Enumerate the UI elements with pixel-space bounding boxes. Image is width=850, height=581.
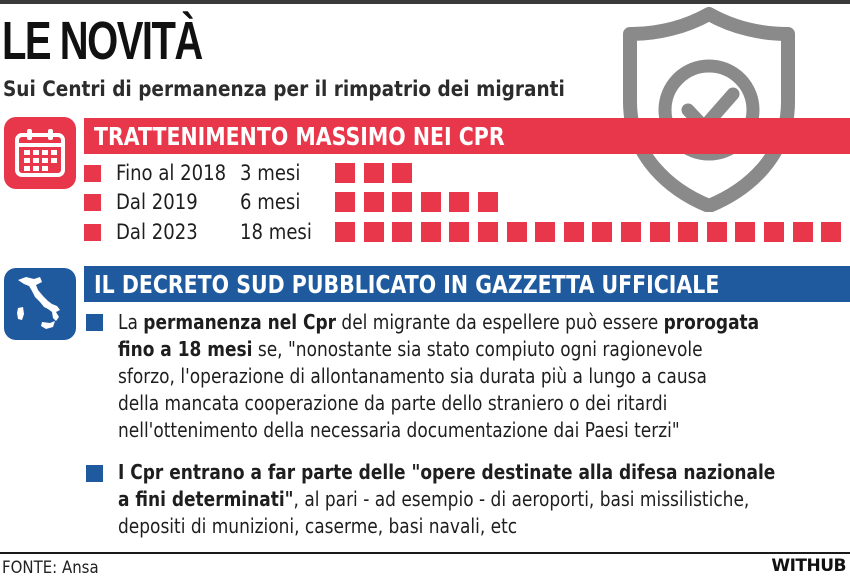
blue-bullet	[86, 314, 103, 331]
text-run-bold: prorogata	[663, 310, 760, 334]
month-square	[392, 163, 412, 183]
red-bullet	[84, 165, 101, 182]
blue-bullet	[86, 465, 103, 482]
text-line	[118, 336, 747, 363]
calendar-icon-tile	[4, 117, 76, 189]
month-square	[392, 222, 412, 242]
row-duration: 3 mesi	[240, 161, 301, 185]
month-square	[592, 222, 612, 242]
paragraph-proroga	[118, 309, 760, 444]
brand-logo: WITHUB	[771, 556, 846, 576]
row-duration: 6 mesi	[240, 190, 301, 214]
text-run: se, "nonostante sia stato compiuto ogni ragionevole	[252, 337, 703, 361]
month-square	[335, 222, 355, 242]
month-square	[764, 222, 784, 242]
month-square	[735, 222, 755, 242]
month-square	[821, 222, 841, 242]
row-duration: 18 mesi	[240, 220, 312, 244]
month-square	[650, 222, 670, 242]
month-square	[449, 222, 469, 242]
month-square	[364, 192, 384, 212]
text-run-bold: fino a 18 mesi	[118, 337, 253, 361]
text-run-bold: a fini determinati"	[118, 487, 294, 511]
month-square	[793, 222, 813, 242]
bottom-rule	[0, 552, 850, 554]
month-square	[478, 192, 498, 212]
month-square	[449, 192, 469, 212]
source-credit: FONTE: Ansa	[2, 558, 99, 578]
row-period: Dal 2023	[116, 220, 198, 244]
section1-heading-band	[84, 118, 850, 154]
page-title: LE NOVITÀ	[2, 11, 202, 71]
month-square	[335, 192, 355, 212]
month-square	[421, 222, 441, 242]
text-run: , al pari - ad esempio - di aeroporti, basi missilistiche,	[293, 487, 750, 511]
text-line: nell'ottenimento della necessaria documentazione dai Paesi terzi"	[118, 418, 680, 442]
text-run-bold: permanenza nel Cpr	[143, 310, 336, 334]
section2-heading-band	[84, 266, 850, 302]
month-square	[621, 222, 641, 242]
row-period: Dal 2019	[116, 190, 198, 214]
text-line: della mancata cooperazione da parte dello straniero o dei ritardi	[118, 391, 668, 415]
text-run: La	[118, 310, 144, 334]
month-square	[535, 222, 555, 242]
month-square	[364, 222, 384, 242]
text-line	[118, 486, 750, 513]
red-bullet	[84, 194, 101, 211]
calendar-icon	[14, 128, 66, 178]
month-square	[678, 222, 698, 242]
red-bullet	[84, 224, 101, 241]
paragraph-difesa-nazionale	[118, 459, 776, 540]
text-line: depositi di munizioni, caserme, basi navali, etc	[118, 514, 518, 538]
text-line-bold: I Cpr entrano a far parte delle "opere destinate alla difesa nazionale	[118, 460, 776, 484]
month-square	[507, 222, 527, 242]
text-line: sforzo, l'operazione di allontanamento sia durata più a lungo a causa	[118, 364, 707, 388]
section2-heading: IL DECRETO SUD PUBBLICATO IN GAZZETTA UFFICIALE	[94, 269, 720, 299]
italy-map-icon	[12, 274, 68, 334]
month-square	[564, 222, 584, 242]
top-rule	[0, 0, 850, 4]
shield-check-icon	[618, 6, 800, 212]
text-run: del migrante da espellere può essere	[335, 310, 664, 334]
month-square	[478, 222, 498, 242]
month-square	[335, 163, 355, 183]
month-square	[392, 192, 412, 212]
text-line	[118, 309, 760, 336]
section1-heading: TRATTENIMENTO MASSIMO NEI CPR	[94, 121, 505, 151]
page-subtitle: Sui Centri di permanenza per il rimpatrio dei migranti	[3, 77, 565, 101]
month-square	[421, 192, 441, 212]
month-square	[364, 163, 384, 183]
italy-map-icon-tile	[4, 268, 76, 340]
row-period: Fino al 2018	[116, 161, 227, 185]
month-square	[707, 222, 727, 242]
